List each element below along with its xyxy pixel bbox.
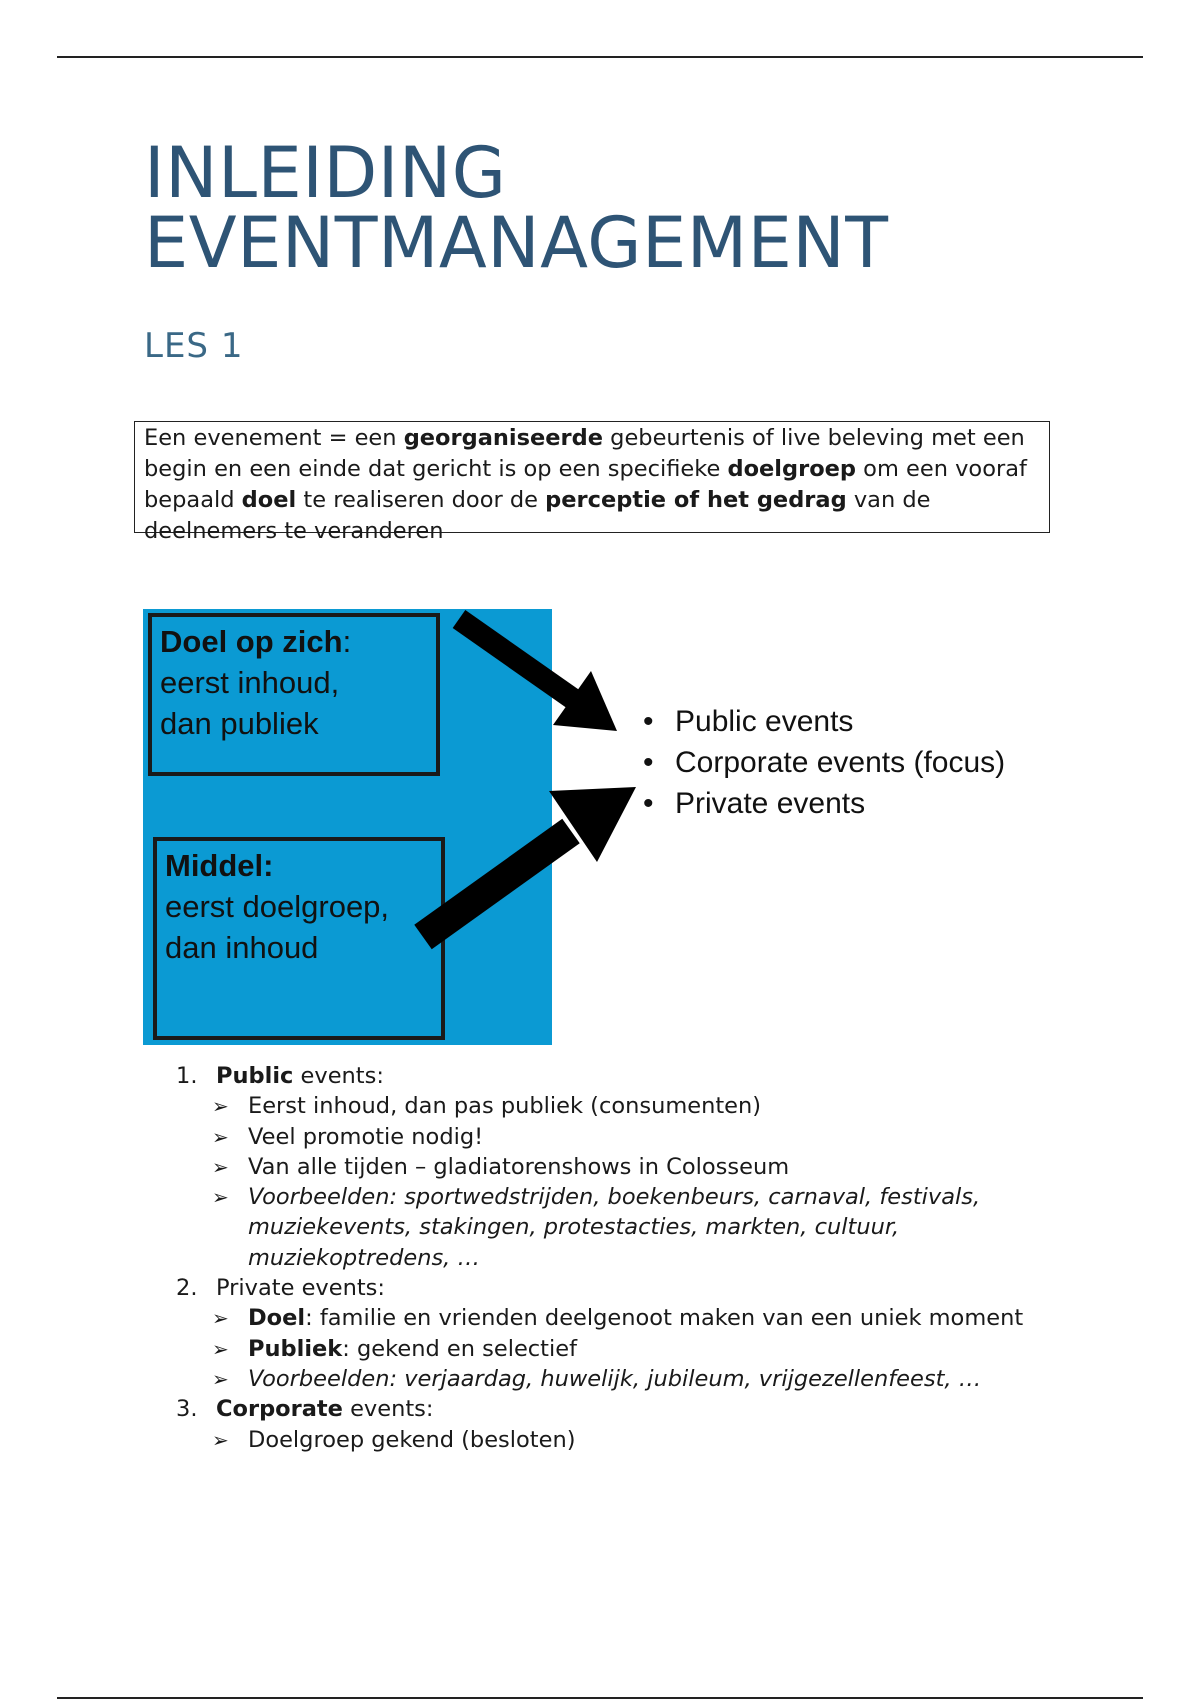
bullet-icon: •: [643, 787, 654, 820]
list-item-private: [176, 1273, 1096, 1303]
lesson-subtitle: LES 1: [144, 326, 244, 366]
corporate-subitems: [176, 1425, 1096, 1455]
arrow-bullet-icon: ➢: [212, 1336, 229, 1361]
definition-text-3: om een vooraf bepaald: [144, 456, 1027, 513]
item-number: 2.: [176, 1275, 198, 1302]
public-subitems: [176, 1091, 1096, 1273]
bottom-rule: [57, 1697, 1143, 1699]
item-heading-rest: events:: [342, 1396, 434, 1423]
arrow-bullet-icon: ➢: [212, 1427, 229, 1452]
arrow-up-right-icon: [423, 787, 636, 937]
list-item: ➢ Veel promotie nodig!: [212, 1122, 1096, 1152]
list-item-examples: ➢ Voorbeelden: verjaardag, huwelijk, jubileum, vrijgezellenfeest, …: [212, 1364, 1096, 1394]
item-heading-rest: events:: [293, 1063, 384, 1089]
arrow-bullet-icon: ➢: [212, 1094, 229, 1119]
definition-text-2: gebeurtenis of live beleving met een begin en een einde dat gericht is op een specifieke: [144, 425, 1025, 482]
arrow-bullet-icon: ➢: [212, 1124, 229, 1149]
event-type-private: • Private events: [643, 783, 1005, 824]
doel-op-zich-line-1: eerst inhoud,: [160, 665, 340, 700]
event-type-corporate: • Corporate events (focus): [643, 742, 1005, 783]
event-type-public: • Public events: [643, 701, 1005, 742]
list-item: ➢ Van alle tijden – gladiatorenshows in Colosseum: [212, 1152, 1096, 1182]
title-line-2: EVENTMANAGEMENT: [144, 202, 889, 284]
doel-op-zich-title: Doel op zich:: [160, 624, 352, 659]
title-line-1: INLEIDING: [144, 132, 507, 214]
event-types-diagram: [143, 609, 1063, 1045]
bullet-icon: •: [643, 746, 654, 779]
item-heading-bold: Corporate: [216, 1396, 343, 1423]
arrow-down-right-icon: [459, 619, 617, 731]
list-item: ➢ Publiek: gekend en selectief: [212, 1334, 1096, 1364]
item-number: 1.: [176, 1063, 198, 1089]
page-title: [144, 132, 889, 284]
definition-bold-doel: doel: [241, 487, 297, 513]
middel-title: Middel:: [165, 848, 274, 883]
list-item: ➢ Doelgroep gekend (besloten): [212, 1425, 1096, 1455]
middel-line-2: dan inhoud: [165, 930, 319, 965]
definition-text-1: Een evenement = een: [144, 425, 404, 451]
event-details-list: [176, 1061, 1096, 1455]
bullet-icon: •: [643, 705, 654, 738]
definition-text-4: te realiseren door de: [296, 487, 546, 513]
private-subitems: [176, 1303, 1096, 1394]
item-heading-bold: Public: [216, 1063, 294, 1089]
diagram-arrows: [143, 609, 843, 1045]
item-number: 3.: [176, 1396, 198, 1423]
definition-box: [134, 421, 1050, 544]
definition-bold-perceptie: perceptie of het gedrag: [545, 487, 847, 513]
definition-bold-georganiseerde: georganiseerde: [403, 425, 604, 451]
item-heading-rest: Private events:: [216, 1275, 385, 1302]
arrow-bullet-icon: ➢: [212, 1154, 229, 1179]
list-item-examples: ➢ Voorbeelden: sportwedstrijden, boekenbeurs, carnaval, festivals, muziekevents, stakingen, protestacties, markten, cultuur, muziekoptredens, …: [212, 1184, 981, 1271]
arrow-bullet-icon: ➢: [212, 1185, 229, 1210]
arrow-bullet-icon: ➢: [212, 1306, 229, 1331]
list-item: ➢ Eerst inhoud, dan pas publiek (consumenten): [212, 1091, 1096, 1121]
doel-op-zich-line-2: dan publiek: [160, 706, 319, 741]
list-item-public: [176, 1061, 1096, 1091]
list-item: ➢ Doel: familie en vrienden deelgenoot maken van een uniek moment: [212, 1303, 1096, 1333]
middel-line-1: eerst doelgroep,: [165, 889, 390, 924]
arrow-bullet-icon: ➢: [212, 1366, 229, 1391]
definition-text-5: van de deelnemers te veranderen: [144, 487, 931, 544]
definition-bold-doelgroep: doelgroep: [727, 456, 857, 482]
event-types-list: [643, 701, 1005, 824]
top-rule: [57, 56, 1143, 58]
list-item-corporate: [176, 1394, 1096, 1424]
